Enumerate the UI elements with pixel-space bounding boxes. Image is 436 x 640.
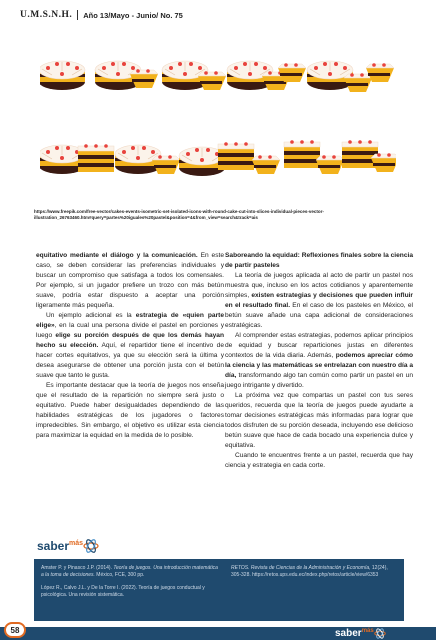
- section-heading: Saboreando la equidad: Reflexiones finales sobre la ciencia de partir pasteles: [225, 252, 413, 269]
- image-credit-url[interactable]: https://www.freepik.com/free-vector/cakes-events-isometric-set-isolated-icons-with-round-cake-cut-into-slices-individual-pieces-vector-illustration_26763460.htm#query=partes%20iguales%20pastel&position=4&from_view=search&track=ais: [34, 209, 324, 220]
- references-right: [231, 565, 391, 585]
- reference-1: Amster P. y Pinasco J.P. (2014). Teoría de juegos. Una introducción matemática a la toma de decisiones. México, FCE, 300 pp.: [41, 565, 218, 578]
- running-header: [20, 8, 183, 22]
- right-paragraph-4: Cuando te encuentres frente a un pastel, recuerda que hay ciencia y estrategia en cada corte.: [225, 452, 413, 469]
- right-paragraph-1: La teoría de juegos aplicada al acto de partir un pastel nos muestra que, incluso en los actos cotidianos y aparentemente simples, existen estrategias y decisiones que pueden influir en el resultado final. En el caso de los pasteles en México, el betún suave añade una capa adicional de consideraciones estratégicas.: [225, 272, 413, 329]
- atom-icon: [374, 628, 386, 639]
- right-column: [225, 251, 413, 471]
- reference-3[interactable]: RETOS. Revista de Ciencias de la Administración y Economía, 12(24), 305-328. https://retos.ups.edu.ec/index.php/retos/article/view/6353: [231, 565, 388, 578]
- left-paragraph-2: Un ejemplo adicional es la estrategia de «quien parte elige», en la cual una persona divide el pastel en porciones y luego elige su porción después de que los demás hayan hecho su elección. Aquí, el repartidor tiene el incentivo de hacer cortes equitativos, ya que su elección será la última y desea asegurarse de obtener una porción justa con el betún suave que tanto le gusta.: [36, 312, 225, 379]
- journal-name: U.M.S.N.H.: [20, 10, 73, 20]
- left-column: [36, 251, 224, 441]
- left-paragraph-1: equitativo mediante el diálogo y la comunicación. En este caso, se deben considerar las preferencias individuales y buscar un compromiso que satisfaga a todos los comensales. Por ejemplo, si un jugador prefiere un trozo con más betún suave, podría estar dispuesto a aceptar una porción ligeramente más pequeña.: [36, 252, 224, 309]
- left-paragraph-3: Es importante destacar que la teoría de juegos nos enseña que el resultado de la repartición no siempre será justo o equitativo. Puede haber desigualdades dependiendo de las habilidades estratégicas de los jugadores o factores impredecibles. Sin embargo, el objetivo es utilizar esta ciencia para maximizar la equidad en la medida de lo posible.: [36, 382, 224, 439]
- references-left: [41, 565, 219, 605]
- cake-illustration: [40, 44, 396, 199]
- page-number: 58: [4, 622, 26, 638]
- atom-icon: [83, 539, 99, 553]
- header-divider: [77, 10, 78, 20]
- right-paragraph-2: Al comprender estas estrategias, podemos aplicar principios de equidad y buscar reparticiones justas en diferentes contextos de la vida diaria. Además, podemos apreciar cómo la ciencia y las matemáticas se entrelazan con nuestro día a día, transformando algo tan común como partir un pastel en un juego intrigante y divertido.: [225, 332, 414, 389]
- issue-info: Año 13/Mayo - Junio/ No. 75: [83, 10, 183, 20]
- references-box: [34, 559, 404, 621]
- footer-logo: saber más: [335, 628, 386, 639]
- right-paragraph-3: La próxima vez que compartas un pastel con tus seres queridos, recuerda que la teoría de juegos puede ayudarte a tomar decisiones estratégicas más informadas para lograr que todos disfruten de su porción deseada, incluyendo ese delicioso betún suave que hace de cada bocado una experiencia dulce y equitativa.: [225, 392, 413, 449]
- sabermas-logo: saber más: [37, 539, 99, 553]
- reference-2: López R., Calvo J.L. y De la Torre I. (2022). Teoría de juegos conductual y psicológica. Una revisión sistemática.: [41, 585, 205, 598]
